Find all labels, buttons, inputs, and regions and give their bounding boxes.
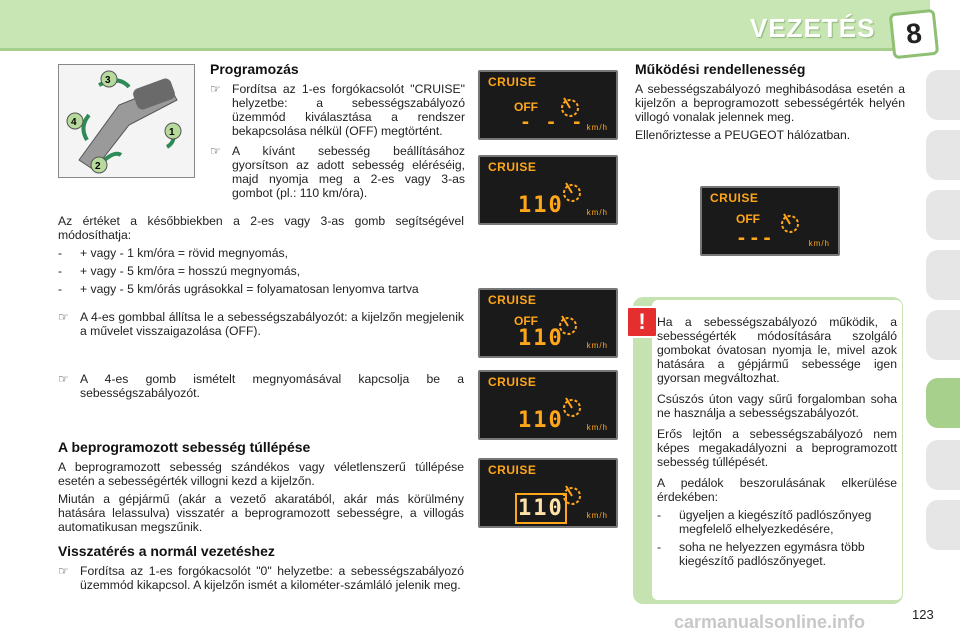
modify-option-2-text: + vagy - 5 km/óra = hosszú megnyomás, xyxy=(80,264,301,278)
overspeed-p2: Miután a gépjármű (akár a vezető akaratából, akár más körülmény hatására lelassulva) visszatér a beprogramozott sebességre, a villogás automatikusan megszűnik. xyxy=(58,492,464,534)
stalk-label-3: 3 xyxy=(105,75,111,86)
warning-dash-1: - ügyeljen a kiegészítő padlószőnyeg megfelelő elhelyezkedésére, xyxy=(657,508,872,536)
display-cruise-label: CRUISE xyxy=(710,191,759,205)
display-unit: km/h xyxy=(586,341,608,350)
display-speed-value-flashing: 110 xyxy=(518,496,564,521)
cruise-display-restarted xyxy=(478,370,618,440)
side-tab-4[interactable] xyxy=(926,250,960,300)
display-cruise-label: CRUISE xyxy=(488,293,537,307)
restart-step xyxy=(58,372,464,400)
watermark: carmanualsonline.info xyxy=(674,612,866,632)
side-tab-3[interactable] xyxy=(926,190,960,240)
display-cruise-label: CRUISE xyxy=(488,375,537,389)
modify-option-3: - + vagy - 5 km/órás ugrásokkal = folyamatosan lenyomva tartva xyxy=(58,282,419,296)
malfunction-p2: Ellenőriztesse a PEUGEOT hálózatban. xyxy=(635,128,851,142)
speedometer-icon xyxy=(778,210,802,234)
warning-dash-2-text: soha ne helyezzen egymásra több kiegészítő padlószőnyeget. xyxy=(679,540,865,568)
header-divider xyxy=(0,48,935,51)
warning-p4: A pedálok beszorulásának elkerülése érdekében: xyxy=(657,476,897,504)
pointer-icon: ☞ xyxy=(58,372,69,386)
side-tab-7[interactable] xyxy=(926,440,960,490)
pointer-icon: ☞ xyxy=(58,564,69,578)
overspeed-p1: A beprogramozott sebesség szándékos vagy véletlenszerű túllépése esetén a sebességérték villogni kezd a kijelzőn. xyxy=(58,460,464,488)
side-tab-2[interactable] xyxy=(926,130,960,180)
display-cruise-label: CRUISE xyxy=(488,160,537,174)
warning-p2: Csúszós úton vagy sűrű forgalomban soha ne használja a sebességszabályozót. xyxy=(657,392,897,420)
warning-exclamation-icon: ! xyxy=(626,306,658,338)
display-off-label: OFF xyxy=(736,212,760,226)
display-cruise-label: CRUISE xyxy=(488,463,537,477)
warning-text xyxy=(657,315,897,572)
cruise-display-overspeed xyxy=(478,458,618,528)
return-step xyxy=(58,564,464,592)
chapter-number-badge: 8 xyxy=(889,9,940,60)
warning-dash-2: - soha ne helyezzen egymásra több kiegészítő padlószőnyeget. xyxy=(657,540,865,568)
display-cruise-label: CRUISE xyxy=(488,75,537,89)
display-unit: km/h xyxy=(808,239,830,248)
programming-section xyxy=(210,62,465,206)
display-speed-value: - - - xyxy=(520,112,585,133)
stalk-label-4: 4 xyxy=(71,117,77,128)
modify-option-2: - + vagy - 5 km/óra = hosszú megnyomás, xyxy=(58,264,301,278)
malfunction-p1: A sebességszabályozó meghibásodása esetén a kijelzőn a beprogramozott sebességérték helyén villogó vonalak jelennek meg. xyxy=(635,82,905,124)
modify-section xyxy=(58,214,464,406)
pointer-icon: ☞ xyxy=(58,310,69,324)
modify-option-1: - + vagy - 1 km/óra = rövid megnyomás, xyxy=(58,246,288,260)
stop-step xyxy=(58,310,464,338)
programming-step-2 xyxy=(210,144,465,200)
cruise-control-stalk-illustration xyxy=(58,64,195,178)
display-off-label: OFF xyxy=(514,314,538,328)
overspeed-heading: A beprogramozott sebesség túllépése xyxy=(58,439,311,455)
modify-intro: Az értéket a későbbiekben a 2-es vagy 3-as gomb segítségével módosíthatja: xyxy=(58,214,464,242)
programming-step-1-text: Fordítsa az 1-es forgókacsolót "CRUISE" helyzetbe: a sebességszabályozó üzemmód kiválasztása a rendszer bekapcsolása nélkül (OFF) megtörtént. xyxy=(232,82,465,138)
return-section xyxy=(58,544,464,598)
cruise-display-set xyxy=(478,155,618,225)
malfunction-section xyxy=(635,62,905,142)
display-unit: km/h xyxy=(586,423,608,432)
programming-step-2-text: A kívánt sebesség beállításához gyorsítson az adott sebesség eléréséig, majd nyomja meg a 2-es vagy 3-as gombot (pl.: 110 km/óra). xyxy=(232,144,465,200)
restart-step-text: A 4-es gomb ismételt megnyomásával kapcsolja be a sebességszabályozót. xyxy=(80,372,464,400)
side-tab-active[interactable] xyxy=(926,378,960,428)
side-tab-8[interactable] xyxy=(926,500,960,550)
warning-p3: Erős lejtőn a sebességszabályozó nem képes megakadályozni a beprogramozott sebesség túllépését. xyxy=(657,427,897,469)
stalk-label-2: 2 xyxy=(95,161,101,172)
display-speed-value-flashing: --- xyxy=(736,228,775,249)
cruise-display-fault xyxy=(700,186,840,256)
programming-step-1 xyxy=(210,82,465,138)
display-speed-value: 110 xyxy=(518,408,564,433)
modify-option-1-text: + vagy - 1 km/óra = rövid megnyomás, xyxy=(80,246,288,260)
display-unit: km/h xyxy=(586,511,608,520)
page-number: 123 xyxy=(912,607,934,622)
display-unit: km/h xyxy=(586,123,608,132)
return-step-text: Fordítsa az 1-es forgókacsolót "0" helyzetbe: a sebességszabályozó üzemmód kikapcsol. A kijelzőn ismét a kilométer-számláló jelenik meg. xyxy=(80,564,464,592)
warning-dash-1-text: ügyeljen a kiegészítő padlószőnyeg megfelelő elhelyezkedésére, xyxy=(679,508,872,536)
pointer-icon: ☞ xyxy=(210,82,221,96)
cruise-display-off xyxy=(478,70,618,140)
stop-step-text: A 4-es gombbal állítsa le a sebességszabályozót: a kijelzőn megjelenik a művelet visszaigazolása (OFF). xyxy=(80,310,464,338)
display-speed-value: 110 xyxy=(518,326,564,351)
programming-heading: Programozás xyxy=(210,61,299,77)
display-off-label: OFF xyxy=(514,100,538,114)
pointer-icon: ☞ xyxy=(210,144,221,158)
display-unit: km/h xyxy=(586,208,608,217)
cruise-display-stopped xyxy=(478,288,618,358)
chapter-title: VEZETÉS xyxy=(750,13,876,43)
side-tab-1[interactable] xyxy=(926,70,960,120)
return-heading: Visszatérés a normál vezetéshez xyxy=(58,543,275,559)
overspeed-section xyxy=(58,440,464,538)
display-speed-value: 110 xyxy=(518,193,564,218)
side-tab-5[interactable] xyxy=(926,310,960,360)
modify-option-3-text: + vagy - 5 km/órás ugrásokkal = folyamatosan lenyomva tartva xyxy=(80,282,419,296)
malfunction-heading: Működési rendellenesség xyxy=(635,61,806,77)
stalk-label-1: 1 xyxy=(169,127,175,138)
warning-p1: Ha a sebességszabályozó működik, a sebességérték módosítására szolgáló gombokat óvatosan nyomja le, mivel azok hatására a gépjármű sebessége igen gyorsan megváltozhat. xyxy=(657,315,897,385)
